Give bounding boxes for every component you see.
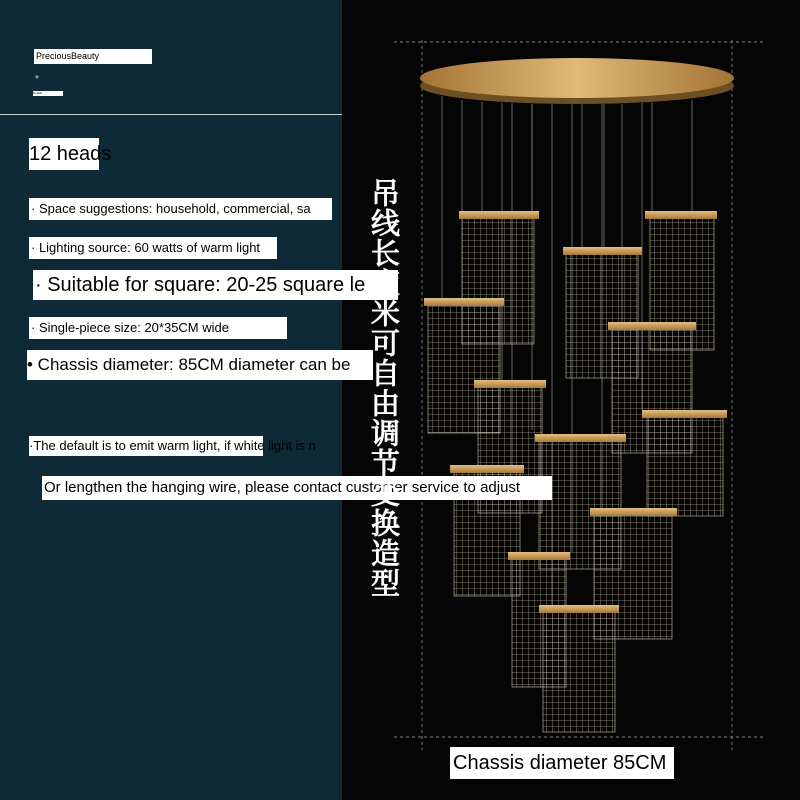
brand-name: PreciousBeauty [34, 49, 152, 64]
note-default-light: ·The default is to emit warm light, if white light is n [29, 436, 263, 456]
spec-chassis-diameter: • Chassis diameter: 85CM diameter can be [27, 350, 373, 380]
left-info-panel [0, 0, 342, 800]
heads-count: 12 heads [29, 138, 99, 170]
spec-space-suggestions: · Space suggestions: household, commercial, sa [29, 198, 332, 220]
tiny-caption: Details [33, 91, 63, 96]
note-lengthen-wire: Or lengthen the hanging wire, please contact customer service to adjust [42, 476, 552, 500]
spec-lighting-source: · Lighting source: 60 watts of warm light [29, 237, 277, 259]
vertical-caption: 吊线长度米可自由调节变换造型 [367, 178, 401, 598]
chassis-diameter-label: Chassis diameter 85CM [450, 747, 674, 779]
spec-suitable-square: · Suitable for square: 20-25 square le [33, 270, 398, 300]
star-icon: * [35, 74, 39, 85]
spec-single-piece-size: · Single-piece size: 20*35CM wide [29, 317, 287, 339]
chandelier-illustration [342, 0, 800, 800]
section-divider [0, 114, 342, 115]
